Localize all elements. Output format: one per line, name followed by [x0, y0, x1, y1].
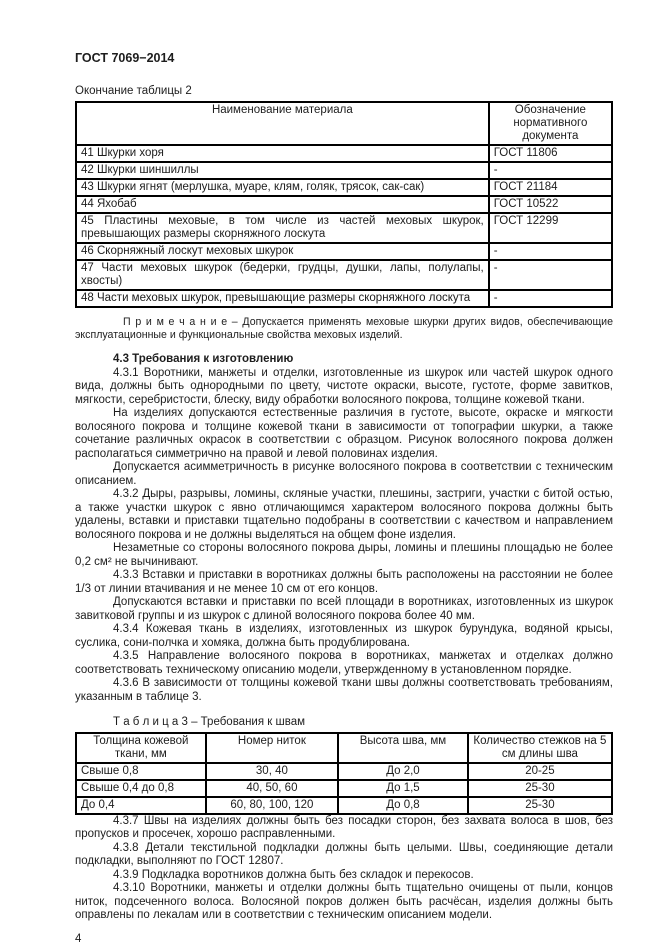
stitch-count-cell: 20-25 — [468, 763, 612, 780]
table2-row — [76, 145, 612, 162]
body-paragraph: 4.3.10 Воротники, манжеты и отделки должны быть тщательно очищены от пыли, концов ниток, подсеченного волоса. Волосяной покров должен быть расчёсан, изделия должны быть оправлены по лекалам или в соответствии с техническим описанием модели. — [75, 882, 613, 923]
material-name-cell: 46 Скорняжный лоскут меховых шкурок — [76, 243, 489, 260]
body-paragraph: 4.3.1 Воротники, манжеты и отделки, изготовленные из шкурок или частей шкурок одного вида, должны быть однородными по цвету, чистоте окраски, высоте, густоте, форме завитков, мягкости, серебристости, блеску, виду обработки волосяного покрова, толщине кожевой ткани. — [75, 367, 613, 408]
document-ref-cell: ГОСТ 10522 — [489, 196, 612, 213]
material-name-cell: 41 Шкурки хоря — [76, 145, 489, 162]
seam-height-cell: До 2,0 — [338, 763, 468, 780]
document-ref-cell: ГОСТ 11806 — [489, 145, 612, 162]
table3-header-row — [76, 733, 612, 763]
thread-number-cell: 30, 40 — [206, 763, 338, 780]
note-paragraph: П р и м е ч а н и е – Допускается применять меховые шкурки других видов, обеспечивающие эксплуатационные и функциональные свойства меховых изделий. — [75, 316, 613, 342]
body-paragraph: Допускаются вставки и приставки по всей площади в воротниках, изготовленных из шкурок завитковой группы и из шкурок с длиной волосяного покрова более 40 мм. — [75, 596, 613, 623]
doc-title: ГОСТ 7069−2014 — [75, 52, 613, 66]
seam-height-cell: До 0,8 — [338, 797, 468, 814]
table3-caption: Т а б л и ц а 3 – Требования к швам — [75, 716, 613, 730]
table2-materials — [75, 101, 613, 308]
table2-col-header-document: Обозначение нормативного документа — [489, 102, 612, 145]
body-paragraph: 4.3.7 Швы на изделиях должны быть без посадки сторон, без захвата волоса в шов, без пропусков и просечек, хорошо расправленными. — [75, 815, 613, 842]
thread-number-cell: 40, 50, 60 — [206, 780, 338, 797]
table3-seam-requirements — [75, 732, 613, 815]
material-name-cell: 43 Шкурки ягнят (мерлушка, муаре, клям, голяк, трясок, сак-сак) — [76, 179, 489, 196]
table2-row — [76, 162, 612, 179]
table2-header-row — [76, 102, 612, 145]
table3-col-header-thickness: Толщина кожевой ткани, мм — [76, 733, 206, 763]
material-name-cell: 42 Шкурки шиншиллы — [76, 162, 489, 179]
table2-row — [76, 213, 612, 243]
document-ref-cell: - — [489, 260, 612, 290]
table2-row — [76, 243, 612, 260]
body-paragraph: 4.3.6 В зависимости от толщины кожевой ткани швы должны соответствовать требованиям, указанным в таблице 3. — [75, 677, 613, 704]
section-4-3-heading: 4.3 Требования к изготовлению — [75, 353, 613, 367]
thickness-cell: До 0,4 — [76, 797, 206, 814]
document-ref-cell: - — [489, 162, 612, 179]
stitch-count-cell: 25-30 — [468, 797, 612, 814]
body-paragraph: 4.3.5 Направление волосяного покрова в воротниках, манжетах и отделках должно соответствовать техническому описанию модели, утвержденному в установленном порядке. — [75, 650, 613, 677]
table3-row — [76, 780, 612, 797]
document-ref-cell: - — [489, 290, 612, 307]
table3-col-header-stitch-count: Количество стежков на 5 см длины шва — [468, 733, 612, 763]
stitch-count-cell: 25-30 — [468, 780, 612, 797]
table2-row — [76, 179, 612, 196]
material-name-cell: 47 Части меховых шкурок (бедерки, грудцы, душки, лапы, полулапы, хвосты) — [76, 260, 489, 290]
material-name-cell: 44 Яхобаб — [76, 196, 489, 213]
body-paragraph: 4.3.9 Подкладка воротников должна быть без складок и перекосов. — [75, 869, 613, 883]
body-paragraph: Допускается асимметричность в рисунке волосяного покрова в соответствии с техническим описанием. — [75, 461, 613, 488]
thickness-cell: Свыше 0,4 до 0,8 — [76, 780, 206, 797]
seam-height-cell: До 1,5 — [338, 780, 468, 797]
table2-row — [76, 260, 612, 290]
document-ref-cell: ГОСТ 12299 — [489, 213, 612, 243]
document-ref-cell: - — [489, 243, 612, 260]
body-paragraph: На изделиях допускаются естественные различия в густоте, высоте, окраске и мягкости волосяного покрова и толщине кожевой ткани в зависимости от топографии шкурки, а также сочетание различных окрасок в соответствии с образцом. Рисунок волосяного покрова должен располагаться симметрично на правой и левой половинах изделия. — [75, 407, 613, 461]
table3-row — [76, 797, 612, 814]
table2-col-header-material: Наименование материала — [76, 102, 489, 145]
thickness-cell: Свыше 0,8 — [76, 763, 206, 780]
page-number: 4 — [75, 933, 613, 946]
table3-row — [76, 763, 612, 780]
table3-col-header-seam-height: Высота шва, мм — [338, 733, 468, 763]
body-paragraph: 4.3.8 Детали текстильной подкладки должны быть целыми. Швы, соединяющие детали подкладки, выполняют по ГОСТ 12807. — [75, 842, 613, 869]
table3-col-header-thread-number: Номер ниток — [206, 733, 338, 763]
body-paragraph: 4.3.3 Вставки и приставки в воротниках должны быть расположены на расстоянии не более 1/3 от линии втачивания и не менее 10 см от его концов. — [75, 569, 613, 596]
thread-number-cell: 60, 80, 100, 120 — [206, 797, 338, 814]
body-paragraph: 4.3.4 Кожевая ткань в изделиях, изготовленных из шкурок бурундука, водяной крысы, суслика, сони-полчка и хомяка, должна быть продублирована. — [75, 623, 613, 650]
table2-row — [76, 290, 612, 307]
table2-row — [76, 196, 612, 213]
body-paragraph: Незаметные со стороны волосяного покрова дыры, ломины и плешины площадью не более 0,2 см² не вычинивают. — [75, 542, 613, 569]
after-table3-paragraphs — [75, 815, 613, 923]
section-4-3-paragraphs — [75, 367, 613, 705]
material-name-cell: 45 Пластины меховые, в том числе из частей меховых шкурок, превышающих размеры скорняжного лоскута — [76, 213, 489, 243]
material-name-cell: 48 Части меховых шкурок, превышающие размеры скорняжного лоскута — [76, 290, 489, 307]
body-paragraph: 4.3.2 Дыры, разрывы, ломины, скляные участки, плешины, застриги, участки с битой остью, а также участки шкурок с явно отличающимся характером волосяного покрова должны быть удалены, вставки и приставки тщательно подобраны в соответствии с качеством и направлением волосяного покрова и не должны выделяться на общем фоне изделия. — [75, 488, 613, 542]
table2-continuation-caption: Окончание таблицы 2 — [75, 85, 613, 99]
document-ref-cell: ГОСТ 21184 — [489, 179, 612, 196]
